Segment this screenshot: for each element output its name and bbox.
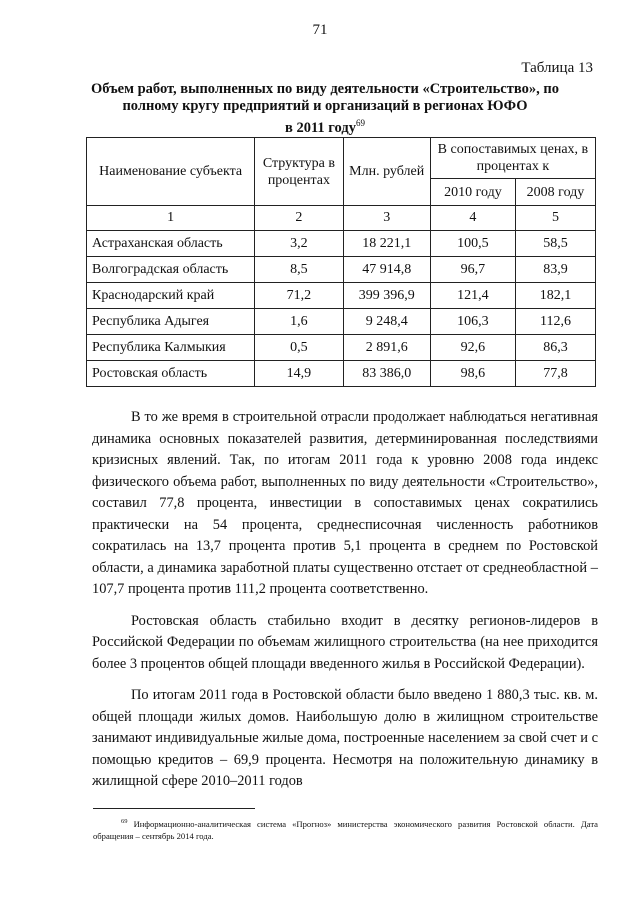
data-table — [86, 137, 596, 387]
page-number: 71 — [312, 22, 328, 38]
table-title — [80, 81, 570, 137]
column-number: 2 — [255, 206, 343, 231]
table-row — [87, 361, 596, 387]
cell-region: Республика Калмыкия — [87, 335, 255, 361]
cell-2010: 96,7 — [430, 257, 515, 283]
cell-mln: 2 891,6 — [343, 335, 430, 361]
cell-structure: 1,6 — [255, 309, 343, 335]
cell-mln: 83 386,0 — [343, 361, 430, 387]
cell-region: Краснодарский край — [87, 283, 255, 309]
table-title-line-3 — [80, 115, 570, 137]
footnote-number: 69 — [121, 818, 128, 825]
cell-structure: 71,2 — [255, 283, 343, 309]
body-text — [92, 407, 598, 803]
cell-2008: 86,3 — [515, 335, 595, 361]
cell-structure: 8,5 — [255, 257, 343, 283]
column-numbers-row — [87, 206, 596, 231]
cell-2008: 58,5 — [515, 231, 595, 257]
paragraph: По итогам 2011 года в Ростовской области было введено 1 880,3 тыс. кв. м. общей площади жилых домов. Наибольшую долю в жилищном строительстве занимают индивидуальные жилые дома, построенные населением за свой счет и с помощью кредитов – 69,9 процента. Несмотря на положительную динамику в жилищной сфере 2010–2011 годов — [92, 687, 598, 789]
cell-mln: 9 248,4 — [343, 309, 430, 335]
table-row — [87, 335, 596, 361]
header-comparable: В сопоставимых ценах, в процентах к — [430, 138, 595, 179]
cell-2008: 83,9 — [515, 257, 595, 283]
cell-structure: 0,5 — [255, 335, 343, 361]
cell-mln: 18 221,1 — [343, 231, 430, 257]
cell-2010: 100,5 — [430, 231, 515, 257]
cell-2010: 121,4 — [430, 283, 515, 309]
column-number: 1 — [87, 206, 255, 231]
cell-2010: 106,3 — [430, 309, 515, 335]
cell-structure: 3,2 — [255, 231, 343, 257]
footnote-ref: 69 — [355, 118, 365, 128]
header-2008: 2008 году — [515, 179, 595, 206]
footnote-text: Информационно-аналитическая система «Прогноз» министерства экономического развития Ростовской области. Дата обращения – сентябрь 2014 года. — [93, 818, 598, 841]
header-mln: Млн. рублей — [343, 138, 430, 206]
table-title-year: в 2011 году — [285, 119, 356, 136]
table-row — [87, 283, 596, 309]
cell-region: Республика Адыгея — [87, 309, 255, 335]
cell-region: Астраханская область — [87, 231, 255, 257]
cell-2010: 98,6 — [430, 361, 515, 387]
column-number: 4 — [430, 206, 515, 231]
table-row — [87, 231, 596, 257]
footnote — [93, 816, 598, 842]
cell-mln: 47 914,8 — [343, 257, 430, 283]
cell-mln: 399 396,9 — [343, 283, 430, 309]
table-title-line-2: полному кругу предприятий и организаций в регионах ЮФО — [122, 98, 528, 114]
cell-2008: 77,8 — [515, 361, 595, 387]
cell-region: Волгоградская область — [87, 257, 255, 283]
table-caption: Таблица 13 — [521, 60, 593, 76]
header-subject: Наименование субъекта — [87, 138, 255, 206]
table-title-line-1: Объем работ, выполненных по виду деятельности «Строительство», по — [91, 81, 559, 97]
table-row — [87, 309, 596, 335]
cell-2008: 112,6 — [515, 309, 595, 335]
table-row — [87, 257, 596, 283]
table-header-row — [87, 138, 596, 179]
column-number: 3 — [343, 206, 430, 231]
cell-region: Ростовская область — [87, 361, 255, 387]
column-number: 5 — [515, 206, 595, 231]
header-2010: 2010 году — [430, 179, 515, 206]
footnote-divider — [93, 808, 255, 809]
cell-structure: 14,9 — [255, 361, 343, 387]
header-structure: Структура в процентах — [255, 138, 343, 206]
cell-2008: 182,1 — [515, 283, 595, 309]
paragraph: Ростовская область стабильно входит в десятку регионов-лидеров в Российской Федерации по объемам жилищного строительства (на нее приходится более 3 процентов общей площади введенного жилья в Российской Федерации). — [92, 612, 598, 672]
paragraph: В то же время в строительной отрасли продолжает наблюдаться негативная динамика основных показателей развития, детерминированная последствиями кризисных явлений. Так, по итогам 2011 года к уровню 2008 года индекс физического объема работ, выполненных по виду деятельности «Строительство», составил 77,8 процента, инвестиции в сопоставимых ценах сократились практически на 54 процента, среднесписочная численность работников сократилась на 13,7 процента против 5,1 процента в среднем по Ростовской области, а динамика заработной платы существенно отстает от среднеобластной – 107,7 процента против 111,2 процента соответственно. — [92, 409, 598, 597]
cell-2010: 92,6 — [430, 335, 515, 361]
